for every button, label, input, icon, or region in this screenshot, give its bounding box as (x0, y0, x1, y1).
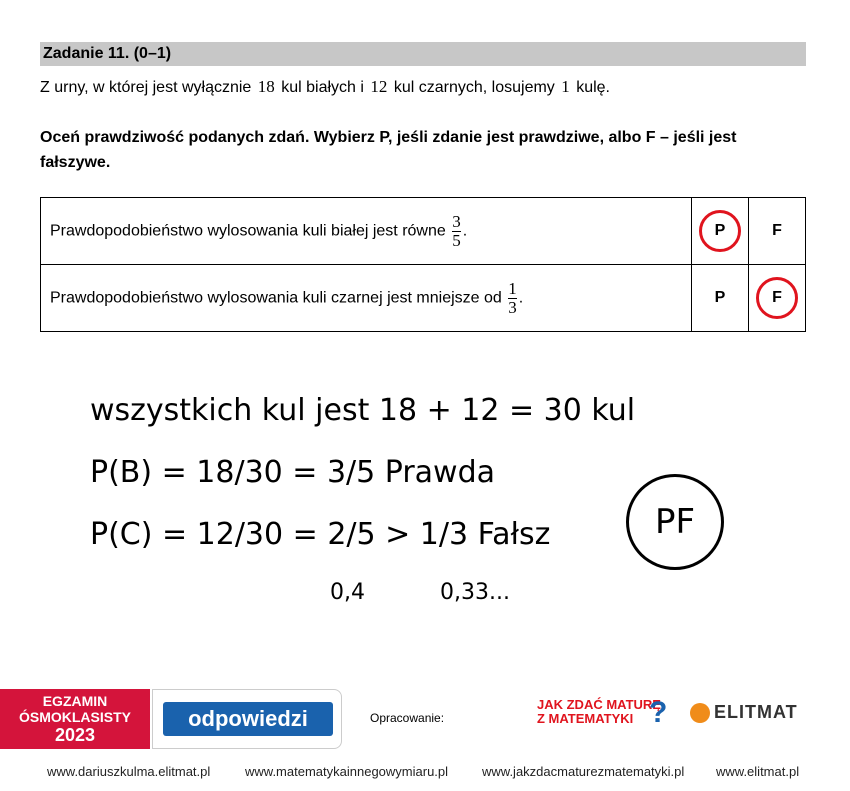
answers-button-frame (152, 689, 342, 749)
option-false-1[interactable]: F (749, 198, 806, 265)
circled-answer: PF (626, 474, 724, 570)
option-true-1[interactable]: P (692, 198, 749, 265)
solution-line: wszystkich kul jest 18 + 12 = 30 kul (90, 393, 636, 428)
fraction: $\frac{1}{3}$ (508, 278, 517, 317)
task-header: Zadanie 11. (0–1) (40, 42, 806, 66)
exam-badge: EGZAMIN ÓSMOKLASISTY 2023 (0, 689, 150, 749)
decimal-note: 0,33... (440, 580, 510, 605)
footer-link[interactable]: www.matematykainnegowymiaru.pl (245, 764, 449, 779)
jakzdac-logo: JAK ZDAĆ MATURĘ Z MATEMATYKI ? (537, 696, 668, 729)
decimal-note: 0,4 (330, 580, 365, 605)
footer-link[interactable]: www.jakzdacmaturezmatematyki.pl (482, 764, 685, 779)
prepared-by-label: Opracowanie: (370, 711, 445, 725)
answer-table (40, 197, 806, 332)
statement-1: Prawdopodobieństwo wylosowania kuli białej jest równe $\frac{3}{5}$ . (41, 198, 692, 265)
statement-2: Prawdopodobieństwo wylosowania kuli czarnej jest mniejsze od $\frac{1}{3}$ . (41, 265, 692, 332)
fraction: $\frac{3}{5}$ (452, 211, 461, 250)
option-false-2[interactable]: F (749, 265, 806, 332)
footer-link[interactable]: www.elitmat.pl (716, 764, 800, 779)
task-intro: Z urny, w której jest wyłącznie 18 kul białych i 12 kul czarnych, losujemy 1 kulę. (40, 77, 610, 96)
instruction: Oceń prawdziwość podanych zdań. Wybierz P, jeśli zdanie jest prawdziwe, albo F – jeśli jest fałszywe. (40, 129, 737, 171)
option-true-2[interactable]: P (692, 265, 749, 332)
table-row (41, 198, 806, 265)
handwritten-solution (90, 380, 635, 566)
logo-dot-icon (690, 703, 710, 723)
elitmat-logo: ELITMAT (690, 702, 798, 723)
solution-line: P(B) = 18/30 = 3/5 Prawda (90, 455, 496, 490)
footer-link[interactable]: www.dariuszkulma.elitmat.pl (47, 764, 211, 779)
answers-button[interactable]: odpowiedzi (163, 702, 333, 736)
solution-line: P(C) = 12/30 = 2/5 > 1/3 Fałsz (90, 517, 551, 552)
table-row (41, 265, 806, 332)
